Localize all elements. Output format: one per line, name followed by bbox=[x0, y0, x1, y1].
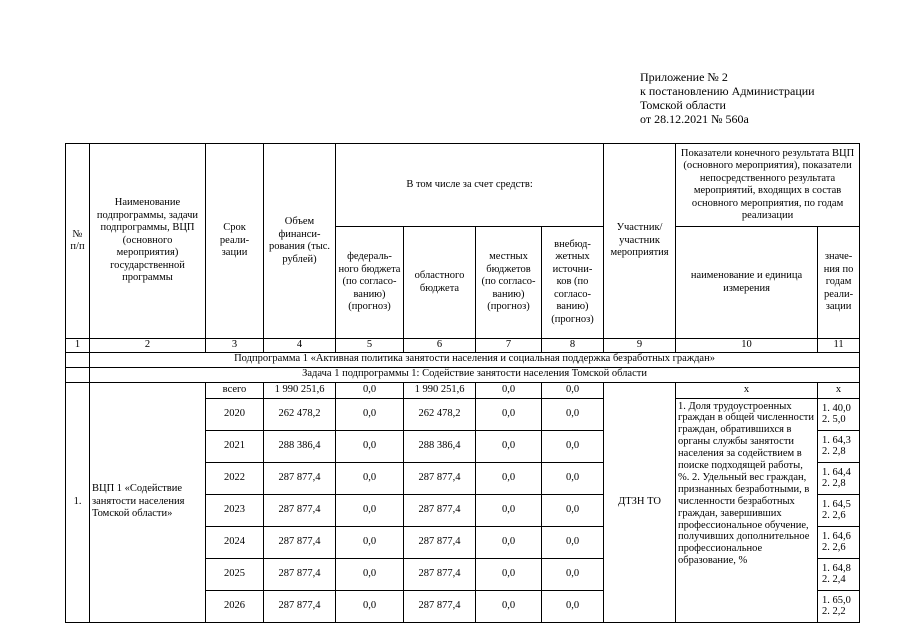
col-number: 11 bbox=[818, 339, 860, 353]
indicator-value-1: 1. 64,8 bbox=[822, 563, 851, 574]
col-number: 7 bbox=[476, 339, 542, 353]
indicator-values bbox=[818, 494, 860, 526]
item-name: ВЦП 1 «Содействие занятости населения Томской области» bbox=[90, 382, 206, 622]
header-ind-name: наименование и единица измерения bbox=[676, 227, 818, 339]
indicator-header-name: х bbox=[676, 382, 818, 398]
indicator-value-2: 2. 2,8 bbox=[822, 446, 846, 457]
appendix-line-3: Томской области bbox=[640, 98, 726, 112]
row-regional: 1 990 251,6 bbox=[404, 382, 476, 398]
header-num: № п/п bbox=[66, 144, 90, 339]
row-federal: 0,0 bbox=[336, 398, 404, 430]
indicator-value-2: 2. 2,2 bbox=[822, 606, 846, 617]
row-extra: 0,0 bbox=[542, 526, 604, 558]
row-volume: 287 877,4 bbox=[264, 462, 336, 494]
row-year: 2025 bbox=[206, 558, 264, 590]
row-local: 0,0 bbox=[476, 526, 542, 558]
row-volume: 262 478,2 bbox=[264, 398, 336, 430]
row-volume: 1 990 251,6 bbox=[264, 382, 336, 398]
indicator-values bbox=[818, 590, 860, 622]
indicator-values bbox=[818, 526, 860, 558]
row-extra: 0,0 bbox=[542, 558, 604, 590]
row-regional: 287 877,4 bbox=[404, 590, 476, 622]
col-number: 1 bbox=[66, 339, 90, 353]
row-regional: 287 877,4 bbox=[404, 462, 476, 494]
row-extra: 0,0 bbox=[542, 382, 604, 398]
appendix-header bbox=[640, 70, 815, 126]
row-regional: 262 478,2 bbox=[404, 398, 476, 430]
col-number: 4 bbox=[264, 339, 336, 353]
col-number: 8 bbox=[542, 339, 604, 353]
indicator-value-2: 2. 2,8 bbox=[822, 478, 846, 489]
row-volume: 287 877,4 bbox=[264, 590, 336, 622]
row-volume: 288 386,4 bbox=[264, 430, 336, 462]
indicator-value-1: 1. 64,4 bbox=[822, 467, 851, 478]
row-year: всего bbox=[206, 382, 264, 398]
col-number: 5 bbox=[336, 339, 404, 353]
indicator-values bbox=[818, 462, 860, 494]
row-federal: 0,0 bbox=[336, 526, 404, 558]
header-local: местных бюджетов (по согласо- ванию) (прогноз) bbox=[476, 227, 542, 339]
task-title: Задача 1 подпрограммы 1: Содействие занятости населения Томской области bbox=[90, 367, 860, 382]
row-year: 2022 bbox=[206, 462, 264, 494]
row-regional: 287 877,4 bbox=[404, 526, 476, 558]
appendix-line-1: Приложение № 2 bbox=[640, 70, 728, 84]
indicator-value-2: 2. 2,6 bbox=[822, 542, 846, 553]
row-volume: 287 877,4 bbox=[264, 494, 336, 526]
row-volume: 287 877,4 bbox=[264, 526, 336, 558]
row-volume: 287 877,4 bbox=[264, 558, 336, 590]
row-extra: 0,0 bbox=[542, 590, 604, 622]
col-number: 6 bbox=[404, 339, 476, 353]
appendix-line-4: от 28.12.2021 № 560а bbox=[640, 112, 749, 126]
indicator-value-2: 2. 2,4 bbox=[822, 574, 846, 585]
header-extra: внебюд- жетных источни- ков (по согласо- ванию) (прогноз) bbox=[542, 227, 604, 339]
indicator-values bbox=[818, 398, 860, 430]
row-year: 2023 bbox=[206, 494, 264, 526]
indicator-values bbox=[818, 430, 860, 462]
row-year: 2026 bbox=[206, 590, 264, 622]
program-table bbox=[65, 143, 860, 623]
row-federal: 0,0 bbox=[336, 494, 404, 526]
row-federal: 0,0 bbox=[336, 590, 404, 622]
indicator-value-1: 1. 64,3 bbox=[822, 435, 851, 446]
header-period: Срок реали- зации bbox=[206, 144, 264, 339]
indicator-value-1: 1. 40,0 bbox=[822, 403, 851, 414]
row-local: 0,0 bbox=[476, 398, 542, 430]
header-indicators: Показатели конечного результата ВЦП (основного мероприятия), показатели непосредственного результата мероприятий, входящих в состав основного мероприятия, по годам реализации bbox=[676, 144, 860, 227]
indicators-text: 1. Доля трудоустроенных граждан в общей численности граждан, обратившихся в органы службы занятости населения за содействием в поиске подходящей работы, %. 2. Удельный вес граждан, признанных безработными, в численности безработных граждан, завершивших профессиональное обучение, получивших дополнительное профессиональное образование, % bbox=[676, 398, 818, 622]
col-number: 10 bbox=[676, 339, 818, 353]
row-year: 2024 bbox=[206, 526, 264, 558]
row-federal: 0,0 bbox=[336, 462, 404, 494]
indicator-values bbox=[818, 558, 860, 590]
indicator-header-value: х bbox=[818, 382, 860, 398]
col-number: 9 bbox=[604, 339, 676, 353]
indicator-value-1: 1. 64,5 bbox=[822, 499, 851, 510]
appendix-line-2: к постановлению Администрации bbox=[640, 84, 815, 98]
header-participant: Участник/ участник мероприятия bbox=[604, 144, 676, 339]
header-ind-value: значе- ния по годам реали- зации bbox=[818, 227, 860, 339]
row-year: 2021 bbox=[206, 430, 264, 462]
row-year: 2020 bbox=[206, 398, 264, 430]
header-federal: федераль- ного бюджета (по согласо- ванию) (прогноз) bbox=[336, 227, 404, 339]
item-participant: ДТЗН ТО bbox=[604, 382, 676, 622]
item-num: 1. bbox=[66, 382, 90, 622]
indicator-value-1: 1. 65,0 bbox=[822, 595, 851, 606]
col-number: 2 bbox=[90, 339, 206, 353]
row-local: 0,0 bbox=[476, 462, 542, 494]
row-extra: 0,0 bbox=[542, 494, 604, 526]
row-extra: 0,0 bbox=[542, 430, 604, 462]
row-regional: 288 386,4 bbox=[404, 430, 476, 462]
row-local: 0,0 bbox=[476, 430, 542, 462]
header-regional: областного бюджета bbox=[404, 227, 476, 339]
header-volume: Объем финанси- рования (тыс. рублей) bbox=[264, 144, 336, 339]
indicator-value-2: 2. 5,0 bbox=[822, 414, 846, 425]
row-local: 0,0 bbox=[476, 590, 542, 622]
row-federal: 0,0 bbox=[336, 558, 404, 590]
row-local: 0,0 bbox=[476, 382, 542, 398]
column-number-row bbox=[66, 339, 860, 353]
row-federal: 0,0 bbox=[336, 382, 404, 398]
indicator-value-1: 1. 64,6 bbox=[822, 531, 851, 542]
header-name: Наименование подпрограммы, задачи подпрограммы, ВЦП (основного мероприятия) государственной программы bbox=[90, 144, 206, 339]
row-extra: 0,0 bbox=[542, 398, 604, 430]
row-regional: 287 877,4 bbox=[404, 558, 476, 590]
row-local: 0,0 bbox=[476, 558, 542, 590]
row-federal: 0,0 bbox=[336, 430, 404, 462]
header-including: В том числе за счет средств: bbox=[336, 144, 604, 227]
subprogram-title: Подпрограмма 1 «Активная политика занятости населения и социальная поддержка безработных граждан» bbox=[90, 352, 860, 367]
indicator-value-2: 2. 2,6 bbox=[822, 510, 846, 521]
row-extra: 0,0 bbox=[542, 462, 604, 494]
row-regional: 287 877,4 bbox=[404, 494, 476, 526]
row-local: 0,0 bbox=[476, 494, 542, 526]
col-number: 3 bbox=[206, 339, 264, 353]
